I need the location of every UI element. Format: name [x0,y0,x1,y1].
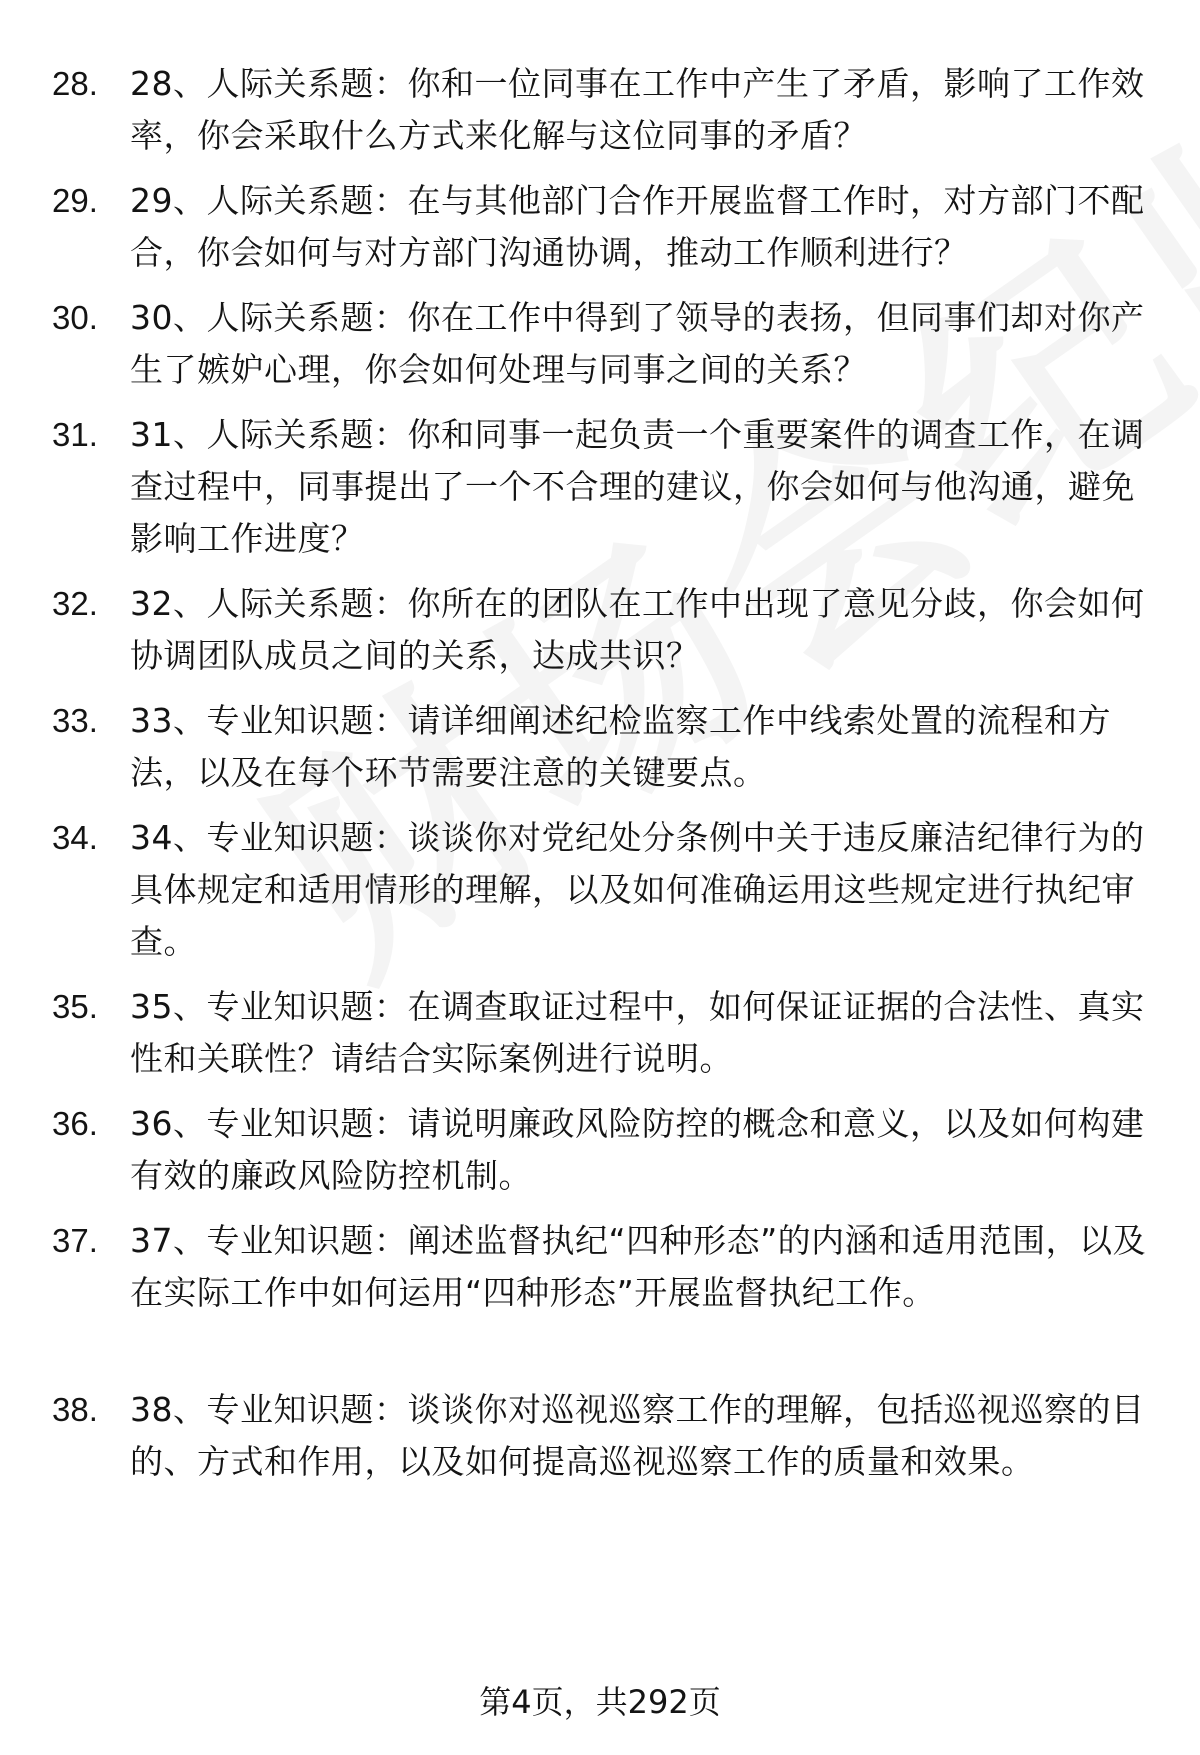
item-text: 30、人际关系题：你在工作中得到了领导的表扬，但同事们却对你产生了嫉妒心理，你会如何处理与同事之间的关系？ [130,298,1145,389]
item-number: 36. [52,1105,98,1142]
item-text: 31、人际关系题：你和同事一起负责一个重要案件的调查工作，在调查过程中，同事提出了一个不合理的建议，你会如何与他沟通，避免影响工作进度？ [130,415,1145,558]
item-number: 32. [52,585,98,622]
item-text: 34、专业知识题：谈谈你对党纪处分条例中关于违反廉洁纪律行为的具体规定和适用情形的理解，以及如何准确运用这些规定进行执纪审查。 [130,818,1145,961]
item-text: 28、人际关系题：你和一位同事在工作中产生了矛盾，影响了工作效率，你会采取什么方式来化解与这位同事的矛盾？ [130,64,1145,155]
item-text: 32、人际关系题：你所在的团队在工作中出现了意见分歧，你会如何协调团队成员之间的关系，达成共识？ [130,584,1145,675]
item-text: 29、人际关系题：在与其他部门合作开展监督工作时，对方部门不配合，你会如何与对方部门沟通协调，推动工作顺利进行？ [130,181,1145,272]
item-number: 28. [52,65,98,102]
item-text: 37、专业知识题：阐述监督执纪“四种形态”的内涵和适用范围，以及在实际工作中如何运用“四种形态”开展监督执纪工作。 [130,1221,1147,1312]
item-text: 36、专业知识题：请说明廉政风险防控的概念和意义，以及如何构建有效的廉政风险防控机制。 [130,1104,1145,1195]
item-number: 30. [52,299,98,336]
item-number: 34. [52,819,98,856]
item-number: 38. [52,1391,98,1428]
item-text: 33、专业知识题：请详细阐述纪检监察工作中线索处置的流程和方法，以及在每个环节需要注意的关键要点。 [130,701,1111,792]
item-text: 38、专业知识题：谈谈你对巡视巡察工作的理解，包括巡视巡察的目的、方式和作用，以及如何提高巡视巡察工作的质量和效果。 [130,1390,1145,1481]
item-number: 29. [52,182,98,219]
item-number: 35. [52,988,98,1025]
page-footer: 第4页，共292页 [479,1683,721,1721]
item-number: 31. [52,416,98,453]
item-text: 35、专业知识题：在调查取证过程中，如何保证证据的合法性、真实性和关联性？请结合实际案例进行说明。 [130,987,1145,1078]
item-number: 37. [52,1222,98,1259]
item-number: 33. [52,702,98,739]
